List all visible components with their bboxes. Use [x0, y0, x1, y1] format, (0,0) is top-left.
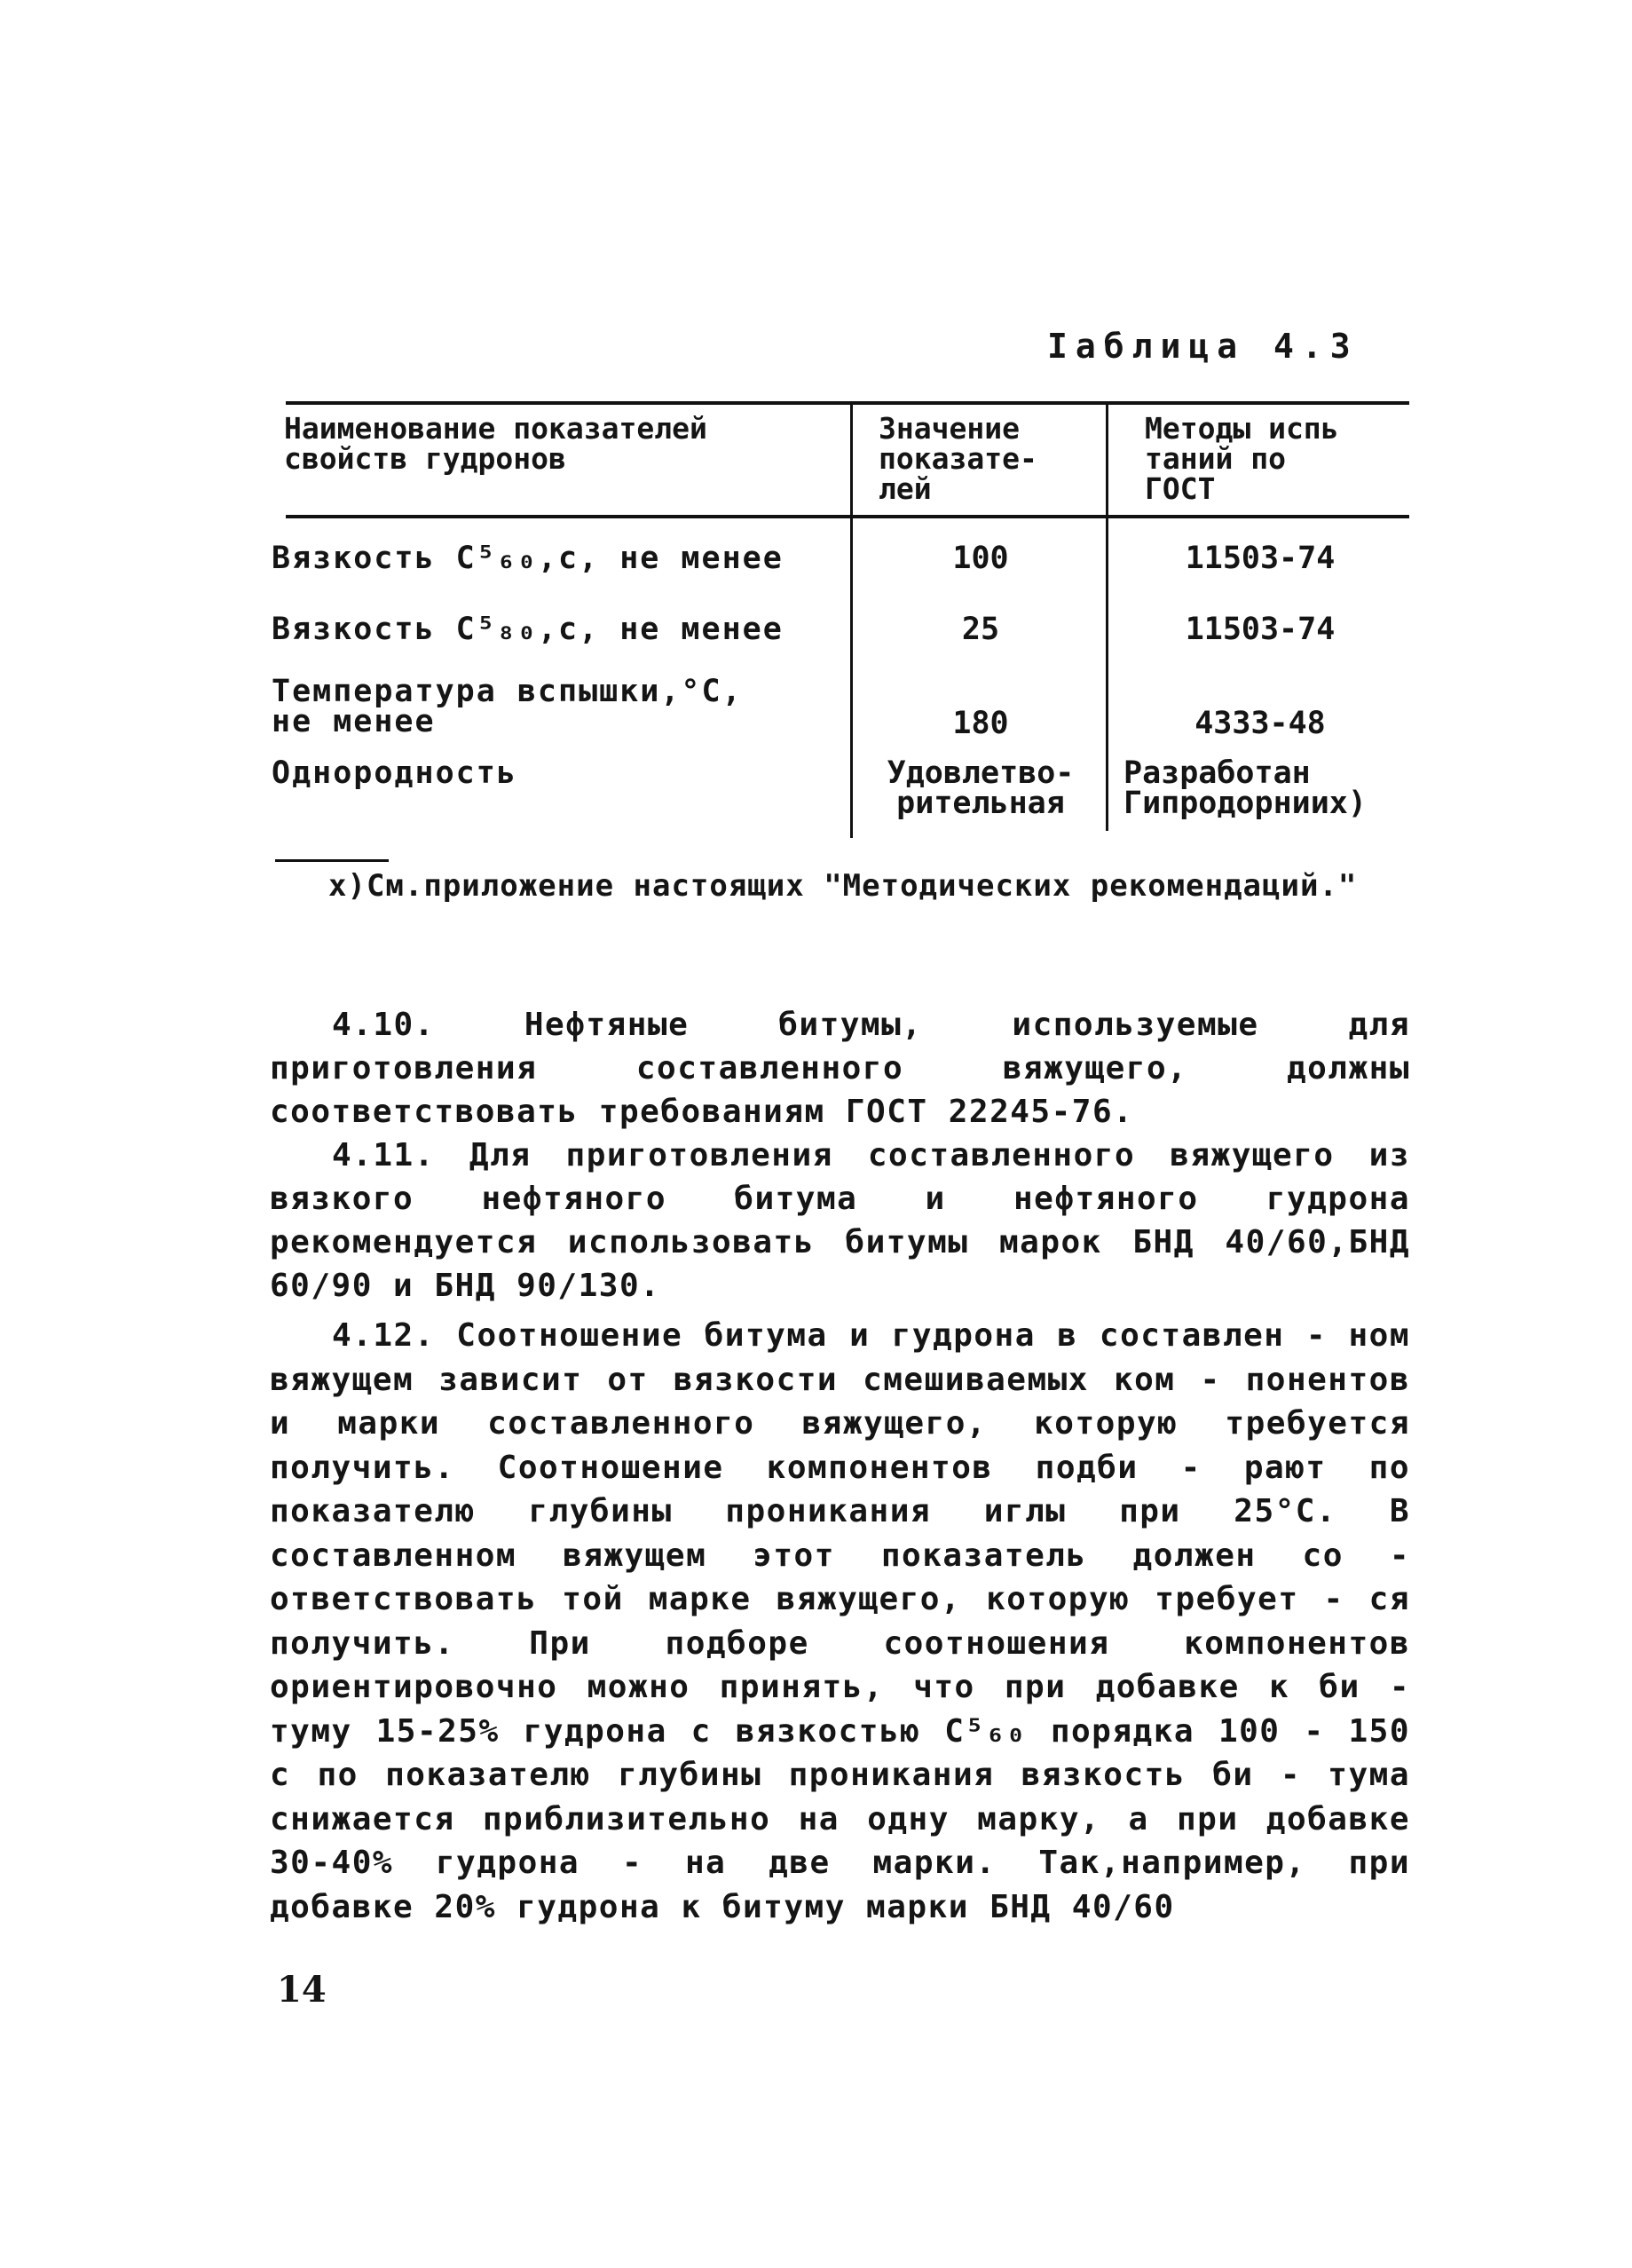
table-header-rule — [286, 515, 1409, 518]
table-cell-name: Однородность — [272, 755, 517, 791]
table-header-method: Методы испь таний по ГОСТ — [1145, 411, 1339, 506]
table-cell-method: 4333-48 — [1194, 706, 1326, 741]
table-header-name: Наименование показателей свойств гудронов — [284, 411, 707, 476]
properties-table — [266, 401, 1409, 838]
table-cell-value: Удовлетво- рительная — [887, 755, 1075, 821]
paragraph-4-10: 4.10. Нефтяные битумы, используемые для приготовления составленного вяжущего, должны соответствовать требованиям ГОСТ 22245-76. — [270, 1007, 1410, 1130]
table-cell-name: Температура вспышки,°С, не менее — [272, 674, 743, 739]
table-cell-name: Вязкость C⁵₆₀,с, не менее — [272, 541, 784, 576]
table-cell-value: 180 — [952, 706, 1009, 741]
table-cell-value: 25 — [961, 612, 1000, 647]
paragraph-4-12: 4.12. Соотношение битума и гудрона в составлен - ном вяжущем зависит от вязкости смешиваемых ком - понентов и марки составленного вяжущего, которую требуется получить. Соотношение компонентов подби - рают по показателю глубины проникания иглы при 25°С. В составленном вяжущем этот показатель должен со - ответствовать той марке вяжущего, которую требует - ся получить. При подборе соотношения компонентов ориентировочно можно принять, что при добавке к би - туму 15-25% гудрона с вязкостью C⁵₆₀ порядка 100 - 150 с по показателю глубины проникания вязкость би - тума снижается приблизительно на одну марку, а при добавке 30-40% гудрона - на две марки. Так,например, при добавке 20% гудрона к битуму марки БНД 40/60 — [270, 1317, 1410, 1925]
table-header-value: Значение показате- лей — [879, 411, 1037, 506]
footnote: х)См.приложение настоящих "Методических рекомендаций." — [328, 868, 1358, 904]
paragraph-4-11: 4.11. Для приготовления составленного вяжущего из вязкого нефтяного битума и нефтяного гудрона рекомендуется использовать битумы марок БНД 40/60,БНД 60/90 и БНД 90/130. — [270, 1137, 1410, 1304]
table-cell-name: Вязкость C⁵₈₀,с, не менее — [272, 612, 784, 647]
table-caption: Iаблица 4.3 — [1047, 327, 1359, 366]
table-cell-method: 11503-74 — [1185, 612, 1336, 647]
table-cell-value: 100 — [952, 541, 1009, 576]
table-cell-method: 11503-74 — [1185, 541, 1336, 576]
table-top-rule — [286, 401, 1409, 405]
table-cell-method: Разработан Гипродорниих) — [1123, 755, 1367, 821]
page-number: 14 — [277, 1969, 327, 2011]
footnote-rule — [275, 859, 389, 862]
